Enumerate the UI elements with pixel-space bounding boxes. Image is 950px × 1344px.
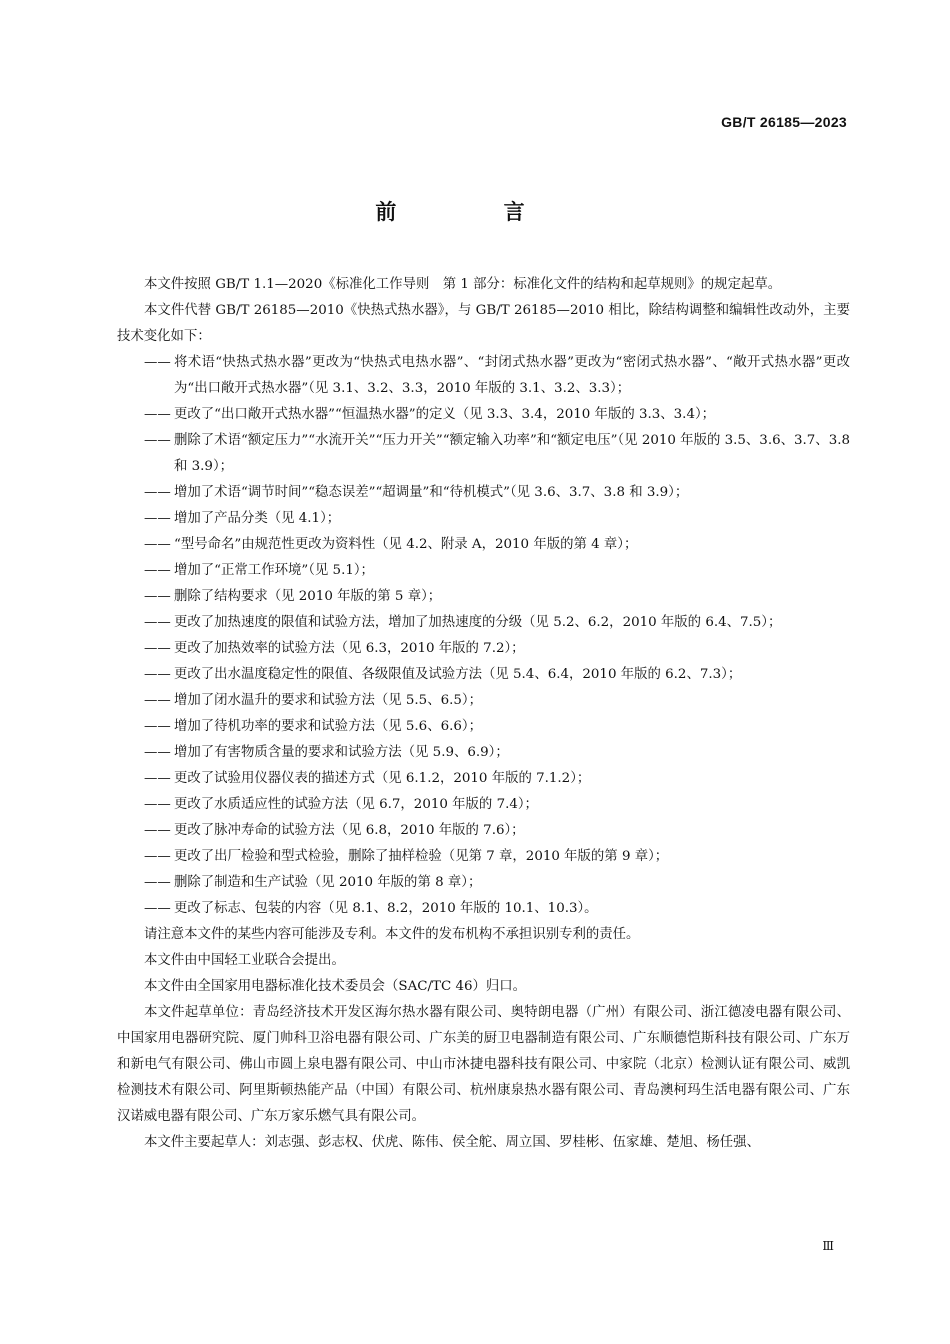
dash-marker: —— [144, 407, 171, 422]
change-item [117, 636, 850, 662]
paragraph: 本文件由全国家用电器标准化技术委员会（SAC/TC 46）归口。 [144, 979, 527, 994]
change-item [117, 818, 850, 844]
dash-marker: —— [144, 849, 171, 864]
change-item [117, 740, 850, 766]
dash-marker: —— [144, 693, 171, 708]
dash-marker: —— [144, 355, 171, 370]
dash-marker: —— [144, 901, 171, 916]
change-item [117, 584, 850, 610]
change-item-text: 更改了水质适应性的试验方法（见 6.7，2010 年版的 7.4）； [174, 797, 538, 812]
dash-marker: —— [144, 875, 171, 890]
dash-marker: —— [144, 771, 171, 786]
change-item-text: 更改了出厂检验和型式检验，删除了抽样检验（见第 7 章，2010 年版的第 9 章）； [174, 849, 669, 864]
dash-marker: —— [144, 745, 171, 760]
change-item [117, 662, 850, 688]
dash-marker: —— [144, 537, 171, 552]
change-item-text: 增加了术语“调节时间”“稳态误差”“超调量”和“待机模式”（见 3.6、3.7、3.8 和 3.9）； [174, 485, 689, 500]
change-item-text: 更改了加热效率的试验方法（见 6.3，2010 年版的 7.2）； [174, 641, 525, 656]
changes-list [117, 350, 850, 922]
change-item-text: 更改了“出口敞开式热水器”“恒温热水器”的定义（见 3.3、3.4，2010 年版的 3.3、3.4）； [174, 407, 716, 422]
change-item-text: 增加了产品分类（见 4.1）； [174, 511, 341, 526]
dash-marker: —— [144, 667, 171, 682]
change-item-text: 增加了“正常工作环境”（见 5.1）； [174, 563, 374, 578]
change-item [117, 532, 850, 558]
change-item-text: “型号命名”由规范性更改为资料性（见 4.2、附录 A，2010 年版的第 4 章）； [174, 537, 638, 552]
change-item [117, 610, 850, 636]
paragraph: 本文件起草单位：青岛经济技术开发区海尔热水器有限公司、奥特朗电器（广州）有限公司、浙江德凌电器有限公司、中国家用电器研究院、厦门帅科卫浴电器有限公司、广东美的厨卫电器制造有限公司、广东顺德恺斯科技有限公司、广东万和新电气有限公司、佛山市圆上泉电器有限公司、中山市沐捷电器科技有限公司、中家院（北京）检测认证有限公司、威凯检测技术有限公司、阿里斯顿热能产品（中国）有限公司、杭州康泉热水器有限公司、青岛澳柯玛生活电器有限公司、广东汉诺威电器有限公司、广东万家乐燃气具有限公司。 [117, 1005, 850, 1124]
change-item [117, 350, 850, 402]
change-item [117, 558, 850, 584]
paragraph: 本文件代替 GB/T 26185—2010《快热式热水器》，与 GB/T 26185—2010 相比，除结构调整和编辑性改动外，主要技术变化如下： [117, 303, 850, 344]
change-item-text: 将术语“快热式热水器”更改为“快热式电热水器”、“封闭式热水器”更改为“密闭式热水器”、“敞开式热水器”更改为“出口敞开式热水器”（见 3.1、3.2、3.3，2010 年版的 3.1、3.2、3.3）； [174, 355, 850, 396]
change-item [117, 428, 850, 480]
paragraph: 本文件按照 GB/T 1.1—2020《标准化工作导则 第 1 部分：标准化文件的结构和起草规则》的规定起草。 [144, 277, 782, 292]
change-item-text: 删除了术语“额定压力”“水流开关”“压力开关”“额定输入功率”和“额定电压”（见 2010 年版的 3.5、3.6、3.7、3.8 和 3.9）； [174, 433, 850, 474]
change-item [117, 714, 850, 740]
change-item-text: 更改了出水温度稳定性的限值、各级限值及试验方法（见 5.4、6.4，2010 年版的 6.2、7.3）； [174, 667, 742, 682]
change-item-text: 增加了待机功率的要求和试验方法（见 5.6、6.6）； [174, 719, 482, 734]
change-item-text: 更改了标志、包装的内容（见 8.1、8.2，2010 年版的 10.1、10.3）。 [174, 901, 598, 916]
change-item [117, 688, 850, 714]
change-item [117, 792, 850, 818]
dash-marker: —— [144, 615, 171, 630]
change-item [117, 896, 850, 922]
paragraph: 本文件由中国轻工业联合会提出。 [144, 953, 345, 968]
dash-marker: —— [144, 485, 171, 500]
dash-marker: —— [144, 823, 171, 838]
paragraph: 本文件主要起草人：刘志强、彭志权、伏虎、陈伟、侯全舵、周立国、罗桂彬、伍家雄、楚旭、杨任强、 [144, 1135, 760, 1150]
change-item-text: 删除了结构要求（见 2010 年版的第 5 章）； [174, 589, 442, 604]
change-item [117, 480, 850, 506]
change-item-text: 删除了制造和生产试验（见 2010 年版的第 8 章）； [174, 875, 482, 890]
change-item-text: 增加了闭水温升的要求和试验方法（见 5.5、6.5）； [174, 693, 482, 708]
dash-marker: —— [144, 589, 171, 604]
change-item [117, 844, 850, 870]
page-number: Ⅲ [822, 1239, 834, 1253]
dash-marker: —— [144, 511, 171, 526]
dash-marker: —— [144, 563, 171, 578]
paragraph: 请注意本文件的某些内容可能涉及专利。本文件的发布机构不承担识别专利的责任。 [144, 927, 640, 942]
page-title: 前 言 [375, 200, 575, 224]
change-item [117, 402, 850, 428]
change-item-text: 更改了加热速度的限值和试验方法，增加了加热速度的分级（见 5.2、6.2，2010 年版的 6.4、7.5）； [174, 615, 782, 630]
change-item [117, 766, 850, 792]
change-item-text: 更改了试验用仪器仪表的描述方式（见 6.1.2，2010 年版的 7.1.2）； [174, 771, 591, 786]
dash-marker: —— [144, 719, 171, 734]
standard-code: GB/T 26185—2023 [721, 114, 847, 130]
dash-marker: —— [144, 433, 171, 448]
change-item [117, 506, 850, 532]
dash-marker: —— [144, 641, 171, 656]
change-item [117, 870, 850, 896]
foreword-body [117, 272, 850, 1156]
change-item-text: 更改了脉冲寿命的试验方法（见 6.8，2010 年版的 7.6）； [174, 823, 525, 838]
change-item-text: 增加了有害物质含量的要求和试验方法（见 5.9、6.9）； [174, 745, 509, 760]
dash-marker: —— [144, 797, 171, 812]
